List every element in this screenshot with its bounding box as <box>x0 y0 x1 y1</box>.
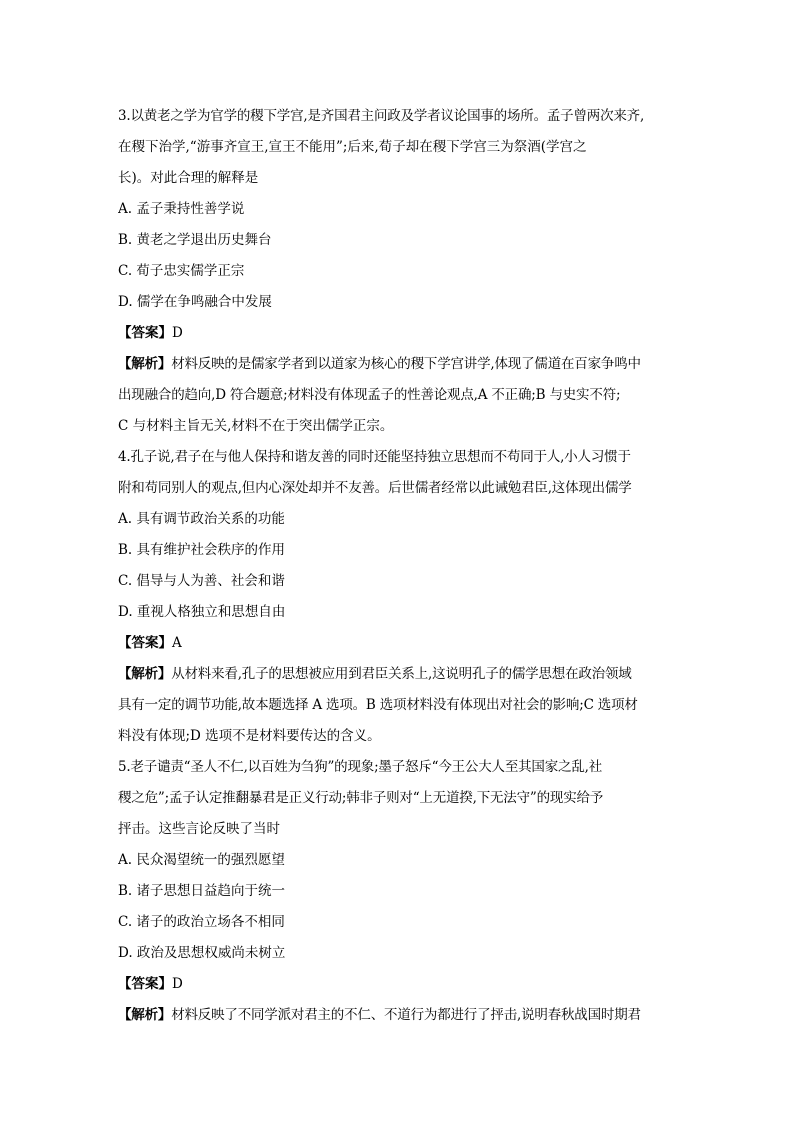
question-stem-line: 稷之危”;孟子认定推翻暴君是正义行动;韩非子则对“上无道揆,下无法守”的现实给予 <box>118 790 604 806</box>
option-d: D. 重视人格独立和思想自由 <box>118 604 286 620</box>
answer-label: 【答案】 <box>118 976 172 992</box>
answer-value: D <box>172 976 183 992</box>
question-stem-line: 5.老子谴责“圣人不仁,以百姓为刍狗”的现象;墨子怒斥“今王公大人至其国家之乱,社 <box>118 759 603 775</box>
analysis-line: 出现融合的趋向,D 符合题意;材料没有体现孟子的性善论观点,A 不正确;B 与史实不符; <box>118 387 621 403</box>
option-a: A. 民众渴望统一的强烈愿望 <box>118 852 285 868</box>
question-stem-line: 附和苟同别人的观点,但内心深处却并不友善。后世儒者经常以此诫勉君臣,这体现出儒学 <box>118 480 632 496</box>
option-b: B. 黄老之学退出历史舞台 <box>118 232 272 248</box>
option-d: D. 政治及思想权威尚未树立 <box>118 945 286 961</box>
analysis-label: 【解析】 <box>118 1007 172 1023</box>
option-a: A. 具有调节政治关系的功能 <box>118 511 285 527</box>
option-d: D. 儒学在争鸣融合中发展 <box>118 294 272 310</box>
answer-label: 【答案】 <box>118 325 172 341</box>
answer-line <box>118 318 678 349</box>
analysis-line: 具有一定的调节功能,故本题选择 A 选项。B 选项材料没有体现出对社会的影响;C 选项材 <box>118 697 638 713</box>
question-5 <box>118 752 678 1031</box>
question-stem-line: 长)。对此合理的解释是 <box>118 170 259 186</box>
analysis-label: 【解析】 <box>118 666 172 682</box>
answer-label: 【答案】 <box>118 635 172 651</box>
answer-line <box>118 969 678 1000</box>
answer-value: A <box>172 635 182 651</box>
analysis-text: 从材料来看,孔子的思想被应用到君臣关系上,这说明孔子的儒学思想在政治领域 <box>171 666 632 682</box>
option-b: B. 具有维护社会秩序的作用 <box>118 542 286 558</box>
analysis-line: C 与材料主旨无关,材料不在于突出儒学正宗。 <box>118 418 394 434</box>
question-stem-line: 3.以黄老之学为官学的稷下学宫,是齐国君主问政及学者议论国事的场所。孟子曾两次来齐, <box>118 108 645 124</box>
analysis-label: 【解析】 <box>118 356 172 372</box>
answer-value: D <box>172 325 183 341</box>
answer-line <box>118 628 678 659</box>
question-4 <box>118 442 678 752</box>
option-b: B. 诸子思想日益趋向于统一 <box>118 883 286 899</box>
question-stem-line: 在稷下治学,“游事齐宣王,宣王不能用”;后来,荀子却在稷下学宫三为祭酒(学宫之 <box>118 139 587 155</box>
analysis-line: 料没有体现;D 选项不是材料要传达的含义。 <box>118 728 381 744</box>
analysis-text: 材料反映的是儒家学者到以道家为核心的稷下学宫讲学,体现了儒道在百家争鸣中 <box>171 356 641 372</box>
option-c: C. 倡导与人为善、社会和谐 <box>118 573 285 589</box>
analysis-line <box>118 1000 678 1031</box>
analysis-line <box>118 659 678 690</box>
option-a: A. 孟子秉持性善学说 <box>118 201 245 217</box>
analysis-line <box>118 349 678 380</box>
question-stem-line: 抨击。这些言论反映了当时 <box>118 821 280 837</box>
question-stem-line: 4.孔子说,君子在与他人保持和谐友善的同时还能坚持独立思想而不苟同于人,小人习惯于 <box>118 449 631 465</box>
option-c: C. 荀子忠实儒学正宗 <box>118 263 245 279</box>
analysis-text: 材料反映了不同学派对君主的不仁、不道行为都进行了抨击,说明春秋战国时期君 <box>171 1007 641 1023</box>
question-3 <box>118 101 678 442</box>
option-c: C. 诸子的政治立场各不相同 <box>118 914 285 930</box>
exam-page <box>118 101 678 1031</box>
